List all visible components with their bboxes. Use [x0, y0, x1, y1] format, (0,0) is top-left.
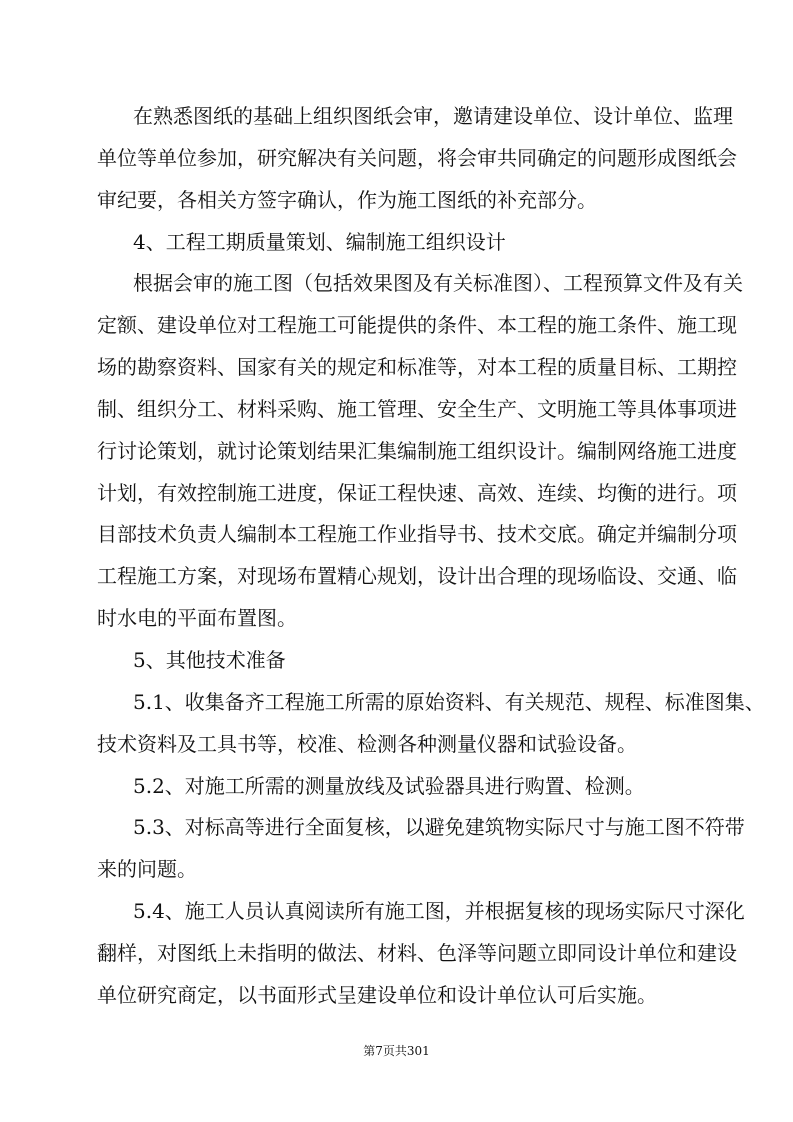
text-line: 单位研究商定，以书面形式呈建设单位和设计单位认可后实施。 — [97, 982, 657, 1007]
paragraph-5-3 — [97, 807, 745, 891]
text-line: 行讨论策划，就讨论策划结果汇集编制施工组织设计。编制网络施工进度 — [97, 438, 737, 463]
text-line: 来的问题。 — [97, 857, 197, 882]
text-line: 5.4、施工人员认真阅读所有施工图，并根据复核的现场实际尺寸深化 — [133, 899, 745, 924]
section-heading-5: 5、其他技术准备 — [133, 647, 286, 672]
text-line: 翻样，对图纸上未指明的做法、材料、色泽等问题立即同设计单位和建设 — [97, 940, 737, 965]
text-line: 工程施工方案，对现场布置精心规划，设计出合理的现场临设、交通、临 — [97, 564, 737, 589]
paragraph-5-2: 5.2、对施工所需的测量放线及试验器具进行购置、检测。 — [133, 773, 645, 798]
text-line: 制、组织分工、材料采购、施工管理、安全生产、文明施工等具体事项进 — [97, 396, 737, 421]
text-line: 单位等单位参加，研究解决有关问题，将会审共同确定的问题形成图纸会 — [97, 145, 737, 170]
text-line: 在熟悉图纸的基础上组织图纸会审，邀请建设单位、设计单位、监理 — [133, 104, 733, 128]
section-heading-4: 4、工程工期质量策划、编制施工组织设计 — [133, 229, 506, 254]
text-line: 计划，有效控制施工进度，保证工程快速、高效、连续、均衡的进行。项 — [97, 480, 737, 505]
text-line: 5.3、对标高等进行全面复核，以避免建筑物实际尺寸与施工图不符带 — [133, 815, 745, 840]
paragraph-construction-planning — [97, 263, 743, 640]
text-line: 5.1、收集备齐工程施工所需的原始资料、有关规范、规程、标准图集、 — [133, 689, 765, 714]
page-number: 第7页共301 — [363, 1044, 430, 1058]
text-line: 审纪要，各相关方签字确认，作为施工图纸的补充部分。 — [97, 187, 597, 212]
paragraph-drawing-review — [97, 96, 737, 222]
paragraph-5-4 — [97, 891, 745, 1017]
text-line: 根据会审的施工图（包括效果图及有关标准图）、工程预算文件及有关 — [133, 271, 743, 296]
text-line: 技术资料及工具书等，校准、检测各种测量仪器和试验设备。 — [97, 731, 637, 756]
text-line: 定额、建设单位对工程施工可能提供的条件、本工程的施工条件、施工现 — [97, 313, 737, 338]
document-body — [97, 96, 765, 1017]
paragraph-5-1 — [97, 682, 765, 766]
text-line: 时水电的平面布置图。 — [97, 606, 297, 631]
text-line: 目部技术负责人编制本工程施工作业指导书、技术交底。确定并编制分项 — [97, 522, 737, 547]
text-line: 场的勘察资料、国家有关的规定和标准等，对本工程的质量目标、工期控 — [97, 355, 737, 380]
